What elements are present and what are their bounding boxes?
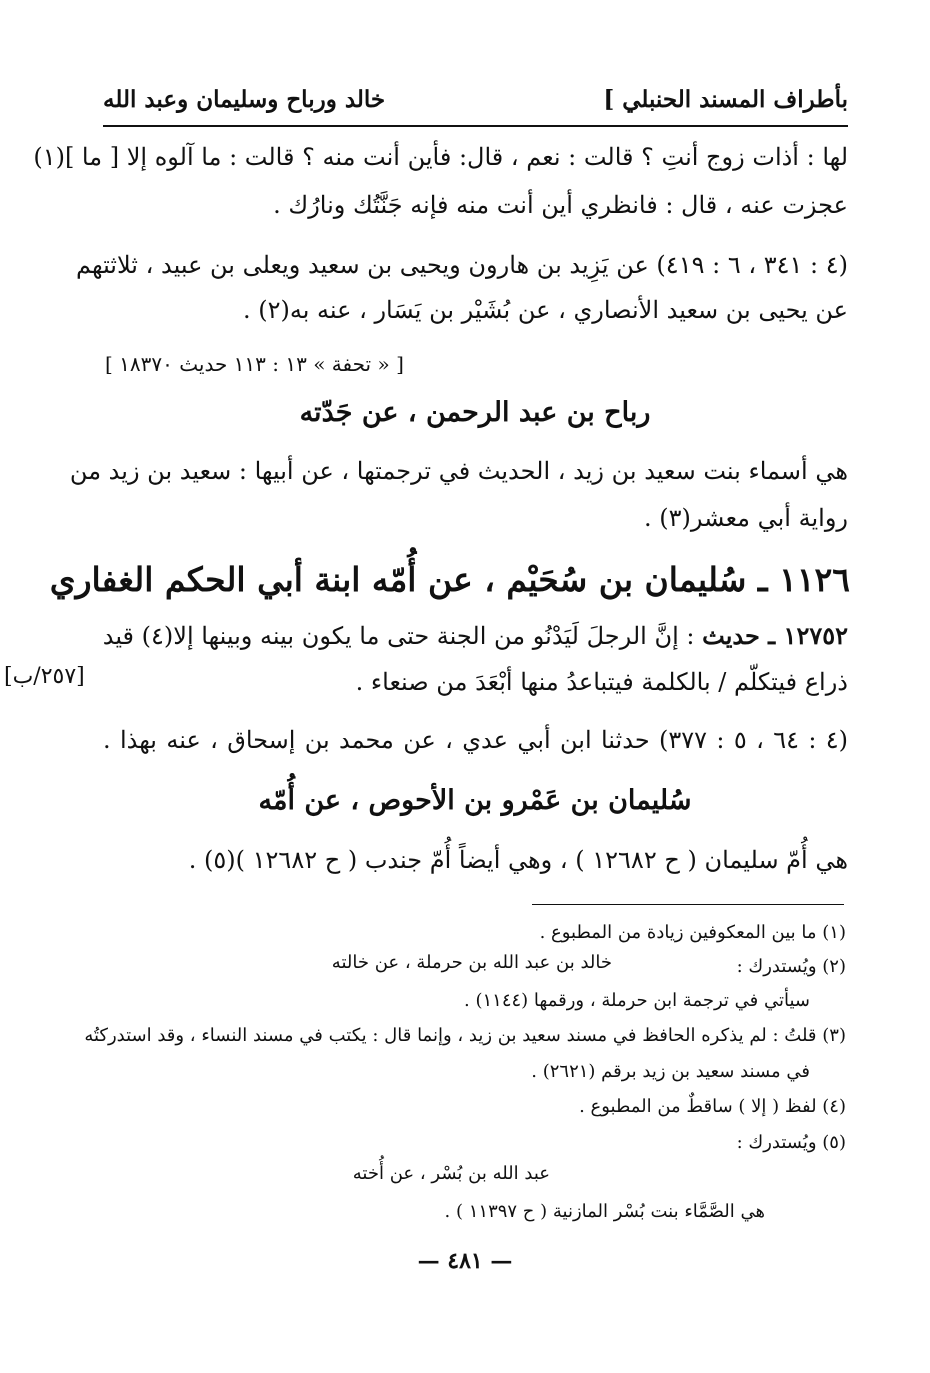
hadith-line-1	[102, 621, 848, 650]
tuhfa-reference: [ « تحفة » ١٣ : ١١٣ حديث ١٨٣٧٠ ]	[105, 352, 404, 376]
section-heading-rabah: رباح بن عبد الرحمن ، عن جَدّته	[299, 397, 651, 428]
section-heading-sulayman-amr: سُليمان بن عَمْرو بن الأحوص ، عن أُمّه	[258, 785, 692, 816]
section-heading-sulayman-suhaym: ١١٢٦ ـ سُليمان بن سُحَيْم ، عن أُمّه ابنة أبي الحكم الغفاري	[49, 560, 850, 599]
text-line-5: هي أسماء بنت سعيد بن زيد ، الحديث في ترجمتها ، عن أبيها : سعيد بن زيد من	[69, 457, 848, 485]
footnote-5-text: هي الصَّمَّاء بنت بُسْر المازنية ( ح ١١٣٩٧ ) .	[444, 1201, 765, 1222]
page-number: — ٤٨١ —	[417, 1248, 513, 1274]
text-line-2: عجزت عنه ، قال : فانظري أين أنت منه فإنه جَنَّتُك ونارُك .	[273, 191, 848, 219]
text-line-4: عن يحيى بن سعيد الأنصاري ، عن بُشَيْر بن يَسَار ، عنه به(٢) .	[242, 296, 848, 324]
running-header-right: بأطراف المسند الحنبلي ]	[603, 86, 848, 113]
running-header-left: خالد ورباح وسليمان وعبد الله	[103, 86, 386, 113]
footnote-5-label: (٥) ويُستدرك :	[736, 1132, 846, 1153]
hadith-text: : إنَّ الرجلَ لَيَدْنُو من الجنة حتى ما يكون بينه وبينها إلا(٤) قيد	[102, 622, 695, 650]
footnote-3-line-1: (٣) قلتُ : لم يذكره الحافظ في مسند سعيد بن زيد ، وإنما قال : يكتب في مسند النساء ، وقد استدركتُه	[84, 1025, 846, 1046]
footnote-2-text: سيأتي في ترجمة ابن حرملة ، ورقمها (١١٤٤) .	[464, 990, 810, 1011]
manuscript-folio-note: [٢٥٧/ب]	[4, 664, 85, 689]
footnote-2-label: (٢) ويُستدرك :	[736, 956, 846, 977]
hadith-line-2: ذراع فيتكلّم / بالكلمة فيتباعدُ منها أبْعَدَ من صنعاء .	[355, 668, 848, 696]
footnote-rule	[532, 904, 844, 905]
text-line-10: هي أُمّ سليمان ( ح ١٢٦٨٢ ) ، وهي أيضاً أُمّ جندب ( ح ١٢٦٨٢ )(٥) .	[188, 846, 848, 874]
header-rule	[103, 125, 848, 127]
text-line-9: (٤ : ٦٤ ، ٥ : ٣٧٧) حدثنا ابن أبي عدي ، عن محمد بن إسحاق ، عنه بهذا .	[103, 726, 849, 754]
text-line-6: رواية أبي معشر(٣) .	[644, 504, 848, 532]
footnote-5-title: عبد الله بن بُسْر ، عن أُخته	[352, 1163, 550, 1184]
text-line-1: لها : أذات زوج أنتِ ؟ قالت : نعم ، قال: فأين أنت منه ؟ قالت : ما آلوه إلا [ ما ](١)	[33, 143, 848, 171]
footnote-3-line-2: في مسند سعيد بن زيد برقم (٢٦٢١) .	[531, 1061, 810, 1082]
text-line-3: (٤ : ٣٤١ ، ٦ : ٤١٩) عن يَزِيد بن هارون ويحيى بن سعيد ويعلى بن عبيد ، ثلاثتهم	[76, 251, 848, 279]
hadith-number: ١٢٧٥٢ ـ حديث	[702, 621, 848, 650]
footnote-4: (٤) لفظ ( إلا ) ساقطٌ من المطبوع .	[579, 1096, 846, 1117]
footnote-1: (١) ما بين المعكوفين زيادة من المطبوع .	[539, 922, 846, 943]
footnote-2-title: خالد بن عبد الله بن حرملة ، عن خالته	[331, 952, 612, 973]
